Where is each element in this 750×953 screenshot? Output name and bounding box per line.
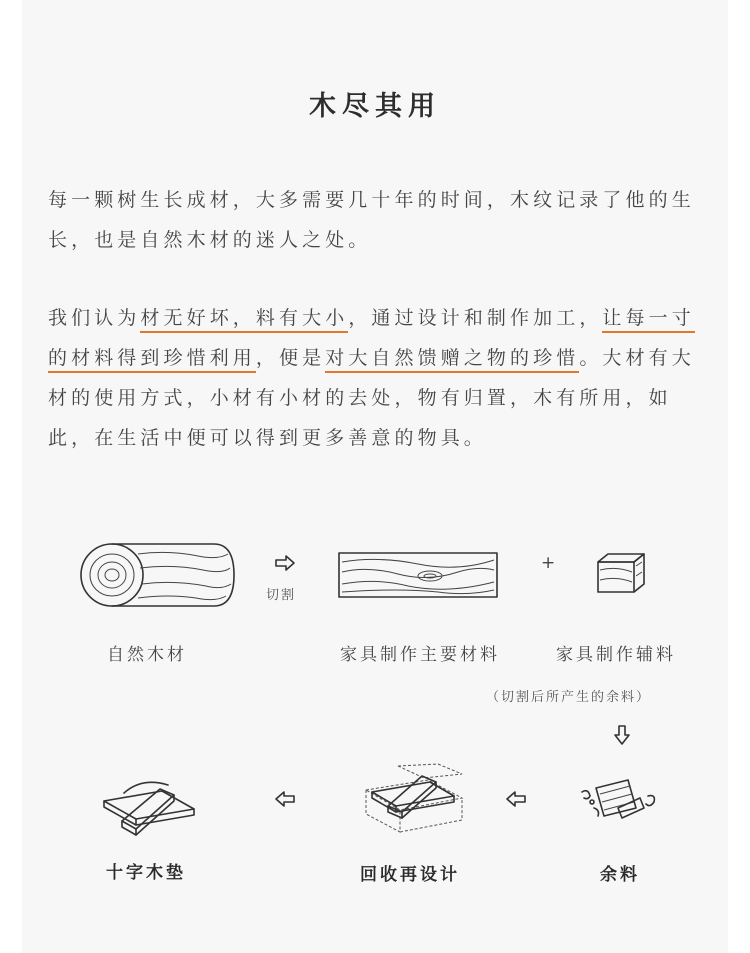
para-text: ，便是 <box>255 347 326 369</box>
wood-plank-icon <box>338 552 498 598</box>
para-text: 我们认为 <box>48 307 141 329</box>
philosophy-paragraph <box>48 298 708 458</box>
wood-block-icon <box>596 552 646 594</box>
arrow-right-icon <box>274 554 296 572</box>
arrow-down-icon <box>613 724 631 746</box>
cross-pad-label: 十字木垫 <box>106 863 186 883</box>
arrow-left-icon <box>274 790 296 808</box>
plus-sign: + <box>541 553 559 573</box>
para-text: ，通过设计和制作加工， <box>348 307 603 329</box>
recycle-design-label: 回收再设计 <box>360 865 460 885</box>
leftover-wood-icon <box>578 778 660 822</box>
aux-material-label: 家具制作辅料 <box>556 645 676 665</box>
cut-label: 切割 <box>266 588 297 603</box>
arrow-left-icon <box>505 790 527 808</box>
recycle-design-icon <box>358 760 468 832</box>
page-title: 木尽其用 <box>309 91 441 122</box>
main-material-label: 家具制作主要材料 <box>340 645 500 665</box>
para-text: 。大材有大材的使用方式，小材有小材的去处，物有归置，木有所用，如此，在生活中便可以得到更多善意的物具。 <box>48 347 695 449</box>
natural-wood-label: 自然木材 <box>107 645 187 665</box>
intro-paragraph: 每一颗树生长成材，大多需要几十年的时间，木纹记录了他的生长，也是自然木材的迷人之处。 <box>48 189 695 251</box>
highlight-text: 材无好坏，料有大小 <box>140 307 348 333</box>
highlight-text: 对大自然馈赠之物的珍惜 <box>325 347 579 373</box>
leftover-label: 余料 <box>600 865 640 885</box>
aux-note: （切割后所产生的余料） <box>486 690 652 705</box>
cross-pad-icon <box>102 775 198 839</box>
log-icon <box>78 540 238 610</box>
highlight-text: 让每一寸的材料得到珍惜利用 <box>48 307 695 373</box>
